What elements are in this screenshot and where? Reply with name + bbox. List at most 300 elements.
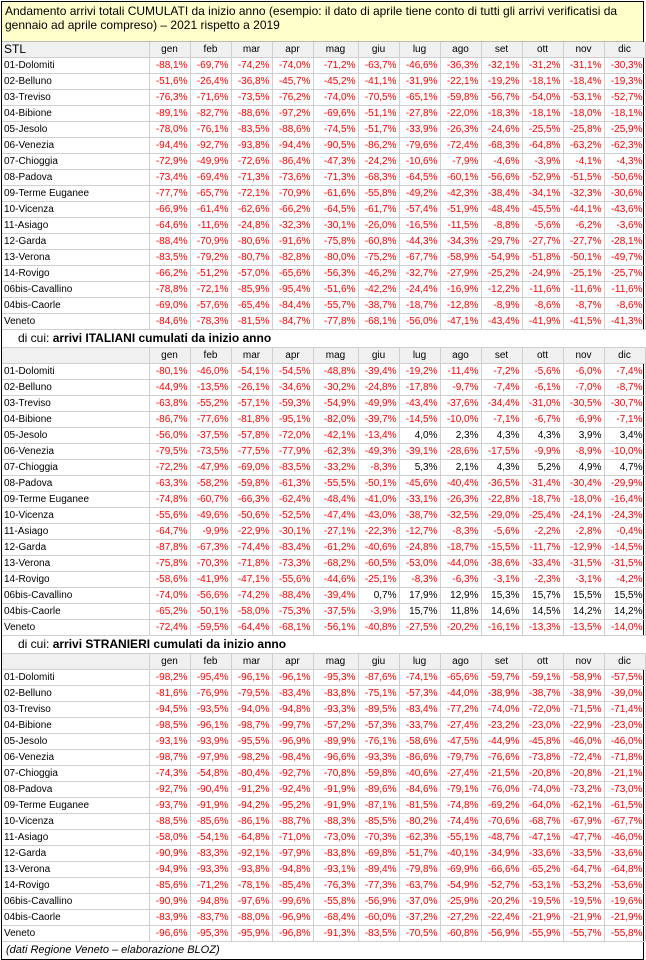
month-header: ago [440, 348, 481, 364]
value-cell: -94,0% [231, 702, 272, 718]
value-cell: -86,4% [272, 154, 313, 170]
value-cell: -58,0% [231, 604, 272, 620]
table-row [2, 476, 645, 492]
value-cell: -25,4% [522, 508, 563, 524]
value-cell: -60,5% [358, 556, 399, 572]
header-label [2, 348, 149, 364]
value-cell: -75,2% [358, 250, 399, 266]
value-cell: -7,4% [481, 380, 522, 396]
value-cell: -31,1% [563, 58, 604, 74]
value-cell: -30,7% [604, 396, 645, 412]
value-cell: -91,9% [313, 798, 358, 814]
value-cell: -50,1% [358, 476, 399, 492]
value-cell: -46,2% [358, 266, 399, 282]
value-cell: -96,6% [149, 926, 190, 942]
value-cell: -72,4% [563, 750, 604, 766]
table-row [2, 380, 645, 396]
value-cell: -27,4% [440, 766, 481, 782]
value-cell: -21,5% [481, 766, 522, 782]
value-cell: -51,5% [563, 170, 604, 186]
value-cell: -98,2% [231, 750, 272, 766]
value-cell: -38,7% [358, 298, 399, 314]
value-cell: -64,5% [313, 202, 358, 218]
value-cell: -85,9% [231, 282, 272, 298]
value-cell: -74,0% [272, 58, 313, 74]
value-cell: -85,6% [190, 814, 231, 830]
value-cell: -67,9% [563, 814, 604, 830]
stl-label: 06bis-Cavallino [2, 282, 149, 298]
value-cell: 4,3% [481, 428, 522, 444]
value-cell: -62,4% [272, 492, 313, 508]
value-cell: -4,3% [604, 154, 645, 170]
value-cell: -88,0% [231, 910, 272, 926]
value-cell: -74,5% [313, 122, 358, 138]
value-cell: -54,1% [190, 830, 231, 846]
value-cell: -45,7% [272, 74, 313, 90]
stl-label: 07-Chioggia [2, 154, 149, 170]
value-cell: -37,6% [440, 396, 481, 412]
value-cell: -54,9% [440, 878, 481, 894]
value-cell: -33,7% [399, 718, 440, 734]
stl-label: 06-Venezia [2, 444, 149, 460]
value-cell: -57,3% [399, 686, 440, 702]
value-cell: -81,5% [231, 314, 272, 330]
month-header: mag [313, 654, 358, 670]
value-cell: -4,1% [563, 154, 604, 170]
value-cell: -19,5% [522, 894, 563, 910]
value-cell: -72,9% [149, 154, 190, 170]
value-cell: -59,1% [522, 670, 563, 686]
value-cell: -88,3% [313, 814, 358, 830]
value-cell: -64,7% [149, 524, 190, 540]
table-row [2, 670, 645, 686]
value-cell: -64,7% [563, 862, 604, 878]
value-cell: -79,6% [399, 138, 440, 154]
value-cell: -38,9% [563, 686, 604, 702]
stl-label: 09-Terme Euganee [2, 798, 149, 814]
value-cell: -89,6% [358, 782, 399, 798]
value-cell: -9,9% [522, 444, 563, 460]
table-row [2, 106, 645, 122]
value-cell: -24,8% [231, 218, 272, 234]
value-cell: -84,6% [149, 314, 190, 330]
value-cell: -88,4% [149, 234, 190, 250]
value-cell: -43,4% [399, 396, 440, 412]
value-cell: -92,1% [231, 846, 272, 862]
value-cell: -51,6% [313, 282, 358, 298]
month-header: ago [440, 654, 481, 670]
value-cell: -26,0% [358, 218, 399, 234]
value-cell: -76,1% [358, 734, 399, 750]
table-row [2, 540, 645, 556]
value-cell: -7,1% [604, 412, 645, 428]
value-cell: -33,2% [313, 460, 358, 476]
value-cell: -73,5% [231, 90, 272, 106]
value-cell: -27,7% [522, 234, 563, 250]
value-cell: -54,5% [272, 364, 313, 380]
stl-label: 04-Bibione [2, 106, 149, 122]
value-cell: -53,0% [399, 556, 440, 572]
month-header: lug [399, 654, 440, 670]
value-cell: -70,3% [190, 556, 231, 572]
value-cell: -43,6% [604, 202, 645, 218]
value-cell: -8,9% [481, 298, 522, 314]
value-cell: -55,7% [563, 926, 604, 942]
table-row [2, 234, 645, 250]
value-cell: -75,1% [358, 686, 399, 702]
value-cell: -62,6% [231, 202, 272, 218]
value-cell: -8,6% [604, 298, 645, 314]
value-cell: -24,2% [358, 154, 399, 170]
value-cell: -72,2% [149, 460, 190, 476]
value-cell: -94,8% [272, 862, 313, 878]
value-cell: -74,4% [231, 540, 272, 556]
value-cell: -56,3% [313, 266, 358, 282]
value-cell: -61,4% [190, 202, 231, 218]
month-header: set [481, 654, 522, 670]
stl-label: 12-Garda [2, 846, 149, 862]
stl-label: 06bis-Cavallino [2, 588, 149, 604]
value-cell: -63,8% [149, 396, 190, 412]
stl-label: 05-Jesolo [2, 122, 149, 138]
stl-label: 05-Jesolo [2, 734, 149, 750]
value-cell: -23,2% [481, 718, 522, 734]
header-label: STL [2, 42, 149, 58]
value-cell: -32,7% [399, 266, 440, 282]
value-cell: -55,9% [522, 926, 563, 942]
stl-label: 13-Verona [2, 862, 149, 878]
value-cell: -24,9% [522, 266, 563, 282]
table-row [2, 282, 645, 298]
value-cell: -82,0% [313, 412, 358, 428]
header-row [2, 654, 645, 670]
table-row [2, 508, 645, 524]
value-cell: -68,1% [272, 620, 313, 636]
value-cell: -69,8% [358, 846, 399, 862]
value-cell: -13,5% [563, 620, 604, 636]
value-cell: -55,8% [313, 894, 358, 910]
value-cell: -44,6% [313, 572, 358, 588]
value-cell: -99,7% [272, 718, 313, 734]
value-cell: 15,7% [399, 604, 440, 620]
value-cell: -36,5% [481, 476, 522, 492]
value-cell: -97,9% [190, 750, 231, 766]
value-cell: -69,0% [149, 298, 190, 314]
value-cell: -32,5% [440, 508, 481, 524]
value-cell: -95,1% [272, 412, 313, 428]
stl-label: 12-Garda [2, 234, 149, 250]
month-header: ago [440, 42, 481, 58]
value-cell: -34,1% [522, 186, 563, 202]
value-cell: -53,6% [604, 878, 645, 894]
value-cell: -77,3% [358, 878, 399, 894]
value-cell: -19,2% [481, 74, 522, 90]
stl-label: 14-Rovigo [2, 266, 149, 282]
value-cell: -79,2% [190, 250, 231, 266]
value-cell: -72,1% [190, 282, 231, 298]
value-cell: -24,4% [399, 282, 440, 298]
value-cell: -58,9% [440, 250, 481, 266]
value-cell: -47,7% [563, 830, 604, 846]
value-cell: -18,1% [522, 106, 563, 122]
value-cell: -56,9% [358, 894, 399, 910]
value-cell: -39,1% [399, 444, 440, 460]
value-cell: -59,8% [358, 766, 399, 782]
value-cell: 4,7% [604, 460, 645, 476]
month-header: giu [358, 654, 399, 670]
stl-label: 07-Chioggia [2, 460, 149, 476]
value-cell: -64,8% [231, 830, 272, 846]
section-prefix: di cui: [18, 331, 50, 345]
value-cell: -33,5% [563, 846, 604, 862]
stl-label: 02-Belluno [2, 74, 149, 90]
value-cell: -18,0% [563, 106, 604, 122]
value-cell: -80,1% [149, 364, 190, 380]
value-cell: -47,1% [522, 830, 563, 846]
value-cell: -11,6% [190, 218, 231, 234]
value-cell: -41,9% [522, 314, 563, 330]
value-cell: -22,0% [440, 106, 481, 122]
value-cell: -37,2% [399, 910, 440, 926]
stl-label: 08-Padova [2, 476, 149, 492]
table-row [2, 170, 645, 186]
month-header: feb [190, 42, 231, 58]
value-cell: -83,4% [272, 686, 313, 702]
stl-label: Veneto [2, 620, 149, 636]
value-cell: 4,0% [399, 428, 440, 444]
value-cell: -77,8% [313, 314, 358, 330]
stl-label: 03-Treviso [2, 396, 149, 412]
section-title-row [2, 330, 645, 348]
value-cell: -25,9% [440, 894, 481, 910]
value-cell: -97,9% [272, 846, 313, 862]
value-cell: -60,0% [358, 910, 399, 926]
value-cell: -84,4% [272, 298, 313, 314]
value-cell: -0,4% [604, 524, 645, 540]
month-header: set [481, 42, 522, 58]
value-cell: -65,2% [522, 862, 563, 878]
value-cell: -18,3% [481, 106, 522, 122]
value-cell: -47,1% [231, 572, 272, 588]
table-row [2, 718, 645, 734]
value-cell: 0,7% [358, 588, 399, 604]
value-cell: -83,4% [399, 702, 440, 718]
value-cell: -93,3% [358, 750, 399, 766]
value-cell: -57,6% [190, 298, 231, 314]
value-cell: -18,0% [563, 492, 604, 508]
value-cell: -22,1% [440, 74, 481, 90]
value-cell: -96,1% [272, 670, 313, 686]
value-cell: -91,9% [190, 798, 231, 814]
value-cell: -67,3% [190, 540, 231, 556]
value-cell: -12,9% [563, 540, 604, 556]
value-cell: -19,5% [563, 894, 604, 910]
value-cell: -42,3% [440, 186, 481, 202]
value-cell: -93,3% [190, 862, 231, 878]
value-cell: -65,6% [440, 670, 481, 686]
value-cell: -21,9% [522, 910, 563, 926]
value-cell: -87,6% [358, 670, 399, 686]
value-cell: -41,3% [604, 314, 645, 330]
value-cell: -24,1% [563, 508, 604, 524]
value-cell: -8,3% [440, 524, 481, 540]
value-cell: -43,0% [358, 508, 399, 524]
value-cell: -73,4% [149, 170, 190, 186]
value-cell: -37,5% [190, 428, 231, 444]
value-cell: -54,9% [481, 250, 522, 266]
value-cell: -51,7% [358, 122, 399, 138]
value-cell: -32,3% [563, 186, 604, 202]
value-cell: -55,6% [272, 572, 313, 588]
value-cell: -8,6% [522, 298, 563, 314]
value-cell: -73,8% [522, 750, 563, 766]
source-note: (dati Regione Veneto – elaborazione BLOZ) [6, 944, 220, 956]
value-cell: -61,7% [358, 202, 399, 218]
value-cell: -18,7% [399, 298, 440, 314]
value-cell: 15,5% [604, 588, 645, 604]
value-cell: -8,8% [481, 218, 522, 234]
value-cell: -24,6% [481, 122, 522, 138]
value-cell: 15,3% [481, 588, 522, 604]
value-cell: -75,8% [149, 556, 190, 572]
value-cell: -57,2% [313, 718, 358, 734]
data-table [2, 42, 646, 942]
value-cell: -55,5% [313, 476, 358, 492]
value-cell: -56,7% [481, 90, 522, 106]
table-row [2, 444, 645, 460]
value-cell: -80,7% [231, 250, 272, 266]
value-cell: -92,4% [272, 782, 313, 798]
value-cell: -71,4% [604, 702, 645, 718]
value-cell: -96,9% [272, 910, 313, 926]
value-cell: -14,5% [399, 412, 440, 428]
value-cell: -55,8% [358, 186, 399, 202]
stl-label: 05-Jesolo [2, 428, 149, 444]
value-cell: -45,8% [522, 734, 563, 750]
value-cell: -10,6% [399, 154, 440, 170]
value-cell: -8,7% [604, 380, 645, 396]
table-row [2, 814, 645, 830]
value-cell: -31,0% [522, 396, 563, 412]
value-cell: -82,7% [190, 106, 231, 122]
value-cell: -18,1% [604, 106, 645, 122]
value-cell: -72,4% [440, 138, 481, 154]
value-cell: -54,9% [313, 396, 358, 412]
value-cell: -34,6% [272, 380, 313, 396]
value-cell: -90,9% [149, 846, 190, 862]
table-row [2, 412, 645, 428]
value-cell: -39,4% [358, 364, 399, 380]
value-cell: -76,9% [190, 686, 231, 702]
value-cell: -61,6% [313, 186, 358, 202]
value-cell: -73,0% [313, 830, 358, 846]
value-cell: -18,7% [440, 540, 481, 556]
value-cell: -21,9% [604, 910, 645, 926]
value-cell: -3,9% [522, 154, 563, 170]
value-cell: -34,4% [481, 396, 522, 412]
value-cell: -73,0% [604, 782, 645, 798]
value-cell: -28,6% [440, 444, 481, 460]
table-row [2, 766, 645, 782]
value-cell: -36,3% [440, 58, 481, 74]
value-cell: -74,2% [231, 588, 272, 604]
table-row [2, 314, 645, 330]
value-cell: -52,7% [481, 878, 522, 894]
value-cell: -72,6% [231, 154, 272, 170]
value-cell: -62,1% [563, 798, 604, 814]
value-cell: -49,2% [399, 186, 440, 202]
value-cell: -36,8% [231, 74, 272, 90]
value-cell: -71,0% [272, 830, 313, 846]
value-cell: -93,1% [149, 734, 190, 750]
value-cell: -70,9% [272, 186, 313, 202]
section-title [2, 330, 645, 348]
value-cell: -79,8% [399, 862, 440, 878]
value-cell: -77,2% [440, 702, 481, 718]
value-cell: -44,0% [440, 556, 481, 572]
value-cell: -89,9% [313, 734, 358, 750]
value-cell: 15,5% [563, 588, 604, 604]
month-header: apr [272, 42, 313, 58]
table-row [2, 138, 645, 154]
value-cell: -6,0% [563, 364, 604, 380]
value-cell: -23,0% [604, 718, 645, 734]
value-cell: -16,1% [481, 620, 522, 636]
value-cell: -37,5% [313, 604, 358, 620]
section-title [2, 636, 645, 654]
value-cell: -85,5% [358, 814, 399, 830]
month-header: apr [272, 654, 313, 670]
value-cell: -95,5% [231, 734, 272, 750]
value-cell: -78,8% [149, 282, 190, 298]
value-cell: -83,8% [313, 846, 358, 862]
value-cell: -40,4% [440, 476, 481, 492]
value-cell: -11,6% [522, 282, 563, 298]
value-cell: -66,3% [231, 492, 272, 508]
value-cell: -51,6% [149, 74, 190, 90]
value-cell: -27,2% [440, 910, 481, 926]
value-cell: -55,8% [604, 926, 645, 942]
value-cell: 14,2% [604, 604, 645, 620]
header-row [2, 42, 645, 58]
value-cell: -71,3% [231, 170, 272, 186]
value-cell: -94,5% [149, 702, 190, 718]
value-cell: -86,1% [231, 814, 272, 830]
value-cell: -38,7% [399, 508, 440, 524]
value-cell: -52,9% [522, 170, 563, 186]
value-cell: -54,0% [522, 90, 563, 106]
value-cell: -92,7% [272, 766, 313, 782]
value-cell: -4,6% [481, 154, 522, 170]
value-cell: -26,4% [190, 74, 231, 90]
value-cell: -83,8% [313, 686, 358, 702]
value-cell: -19,6% [604, 894, 645, 910]
value-cell: -96,8% [272, 926, 313, 942]
value-cell: -20,2% [481, 894, 522, 910]
value-cell: -88,6% [231, 106, 272, 122]
value-cell: -11,5% [440, 218, 481, 234]
value-cell: -54,1% [231, 364, 272, 380]
value-cell: -27,8% [399, 106, 440, 122]
value-cell: -61,3% [272, 476, 313, 492]
value-cell: -76,0% [481, 782, 522, 798]
value-cell: -67,7% [399, 250, 440, 266]
value-cell: -93,1% [313, 862, 358, 878]
value-cell: -94,4% [149, 138, 190, 154]
value-cell: -20,2% [440, 620, 481, 636]
value-cell: -30,5% [563, 396, 604, 412]
value-cell: -80,4% [231, 766, 272, 782]
